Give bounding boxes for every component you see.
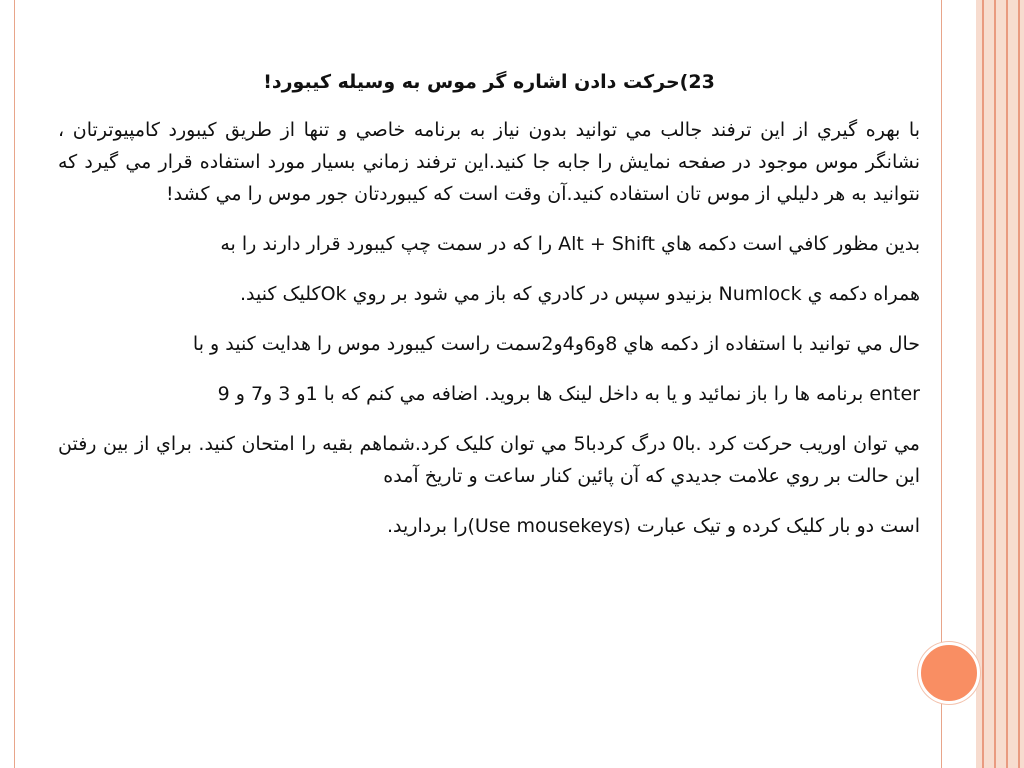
stripe-line (1006, 0, 1008, 768)
slide-title: 23)حرکت دادن اشاره گر موس به وسيله کيبورد! (263, 71, 715, 93)
accent-circle (918, 642, 980, 704)
paragraph: مي توان اوريب حرکت کرد .با0 درگ کردبا5 مي توان کليک کرد.شماهم بقيه را امتحان کنيد. براي از بين رفتن اين حالت بر روي علامت جديدي که آن پائين کنار ساعت و تاريخ آمده (58, 433, 920, 487)
paragraph: بدين مظور کافي است دکمه هاي Alt + Shift را که در سمت چپ کيبورد قرار دارند را به (220, 233, 920, 255)
paragraph: همراه دکمه ي Numlock بزنيدو سپس در کادري که باز مي شود بر روي Okکليک کنيد. (239, 283, 920, 305)
decorative-stripe-band (976, 0, 1024, 768)
paragraph: با بهره گيري از اين ترفند جالب مي توانيد بدون نياز به برنامه خاصي و تنها از طريق کيبورد کامپيوترتان ، نشانگر موس موجود در صفحه نمايش را جابه جا کنيد.اين ترفند زماني بسيار مورد استفاده قرار مي گيرد که نتوانيد به هر دليلي از موس تان استفاده کنيد.آن وقت است که کيبوردتان جور موس را مي کشد! (58, 119, 920, 205)
stripe-line (982, 0, 984, 768)
slide-content (58, 62, 920, 560)
stripe-line (994, 0, 996, 768)
paragraph: است دو بار کليک کرده و تيک عبارت (Use mousekeys)را برداريد. (387, 515, 920, 537)
paragraph: enter برنامه ها را باز نمائيد و يا به داخل لينک ها برويد. اضافه مي کنم که با 1و 3 و7 و 9 (217, 383, 920, 405)
paragraph: حال مي توانيد با استفاده از دکمه هاي 8و6و4و2سمت راست کيبورد موس را هدايت کنيد و با (192, 333, 920, 355)
stripe-line (1018, 0, 1020, 768)
